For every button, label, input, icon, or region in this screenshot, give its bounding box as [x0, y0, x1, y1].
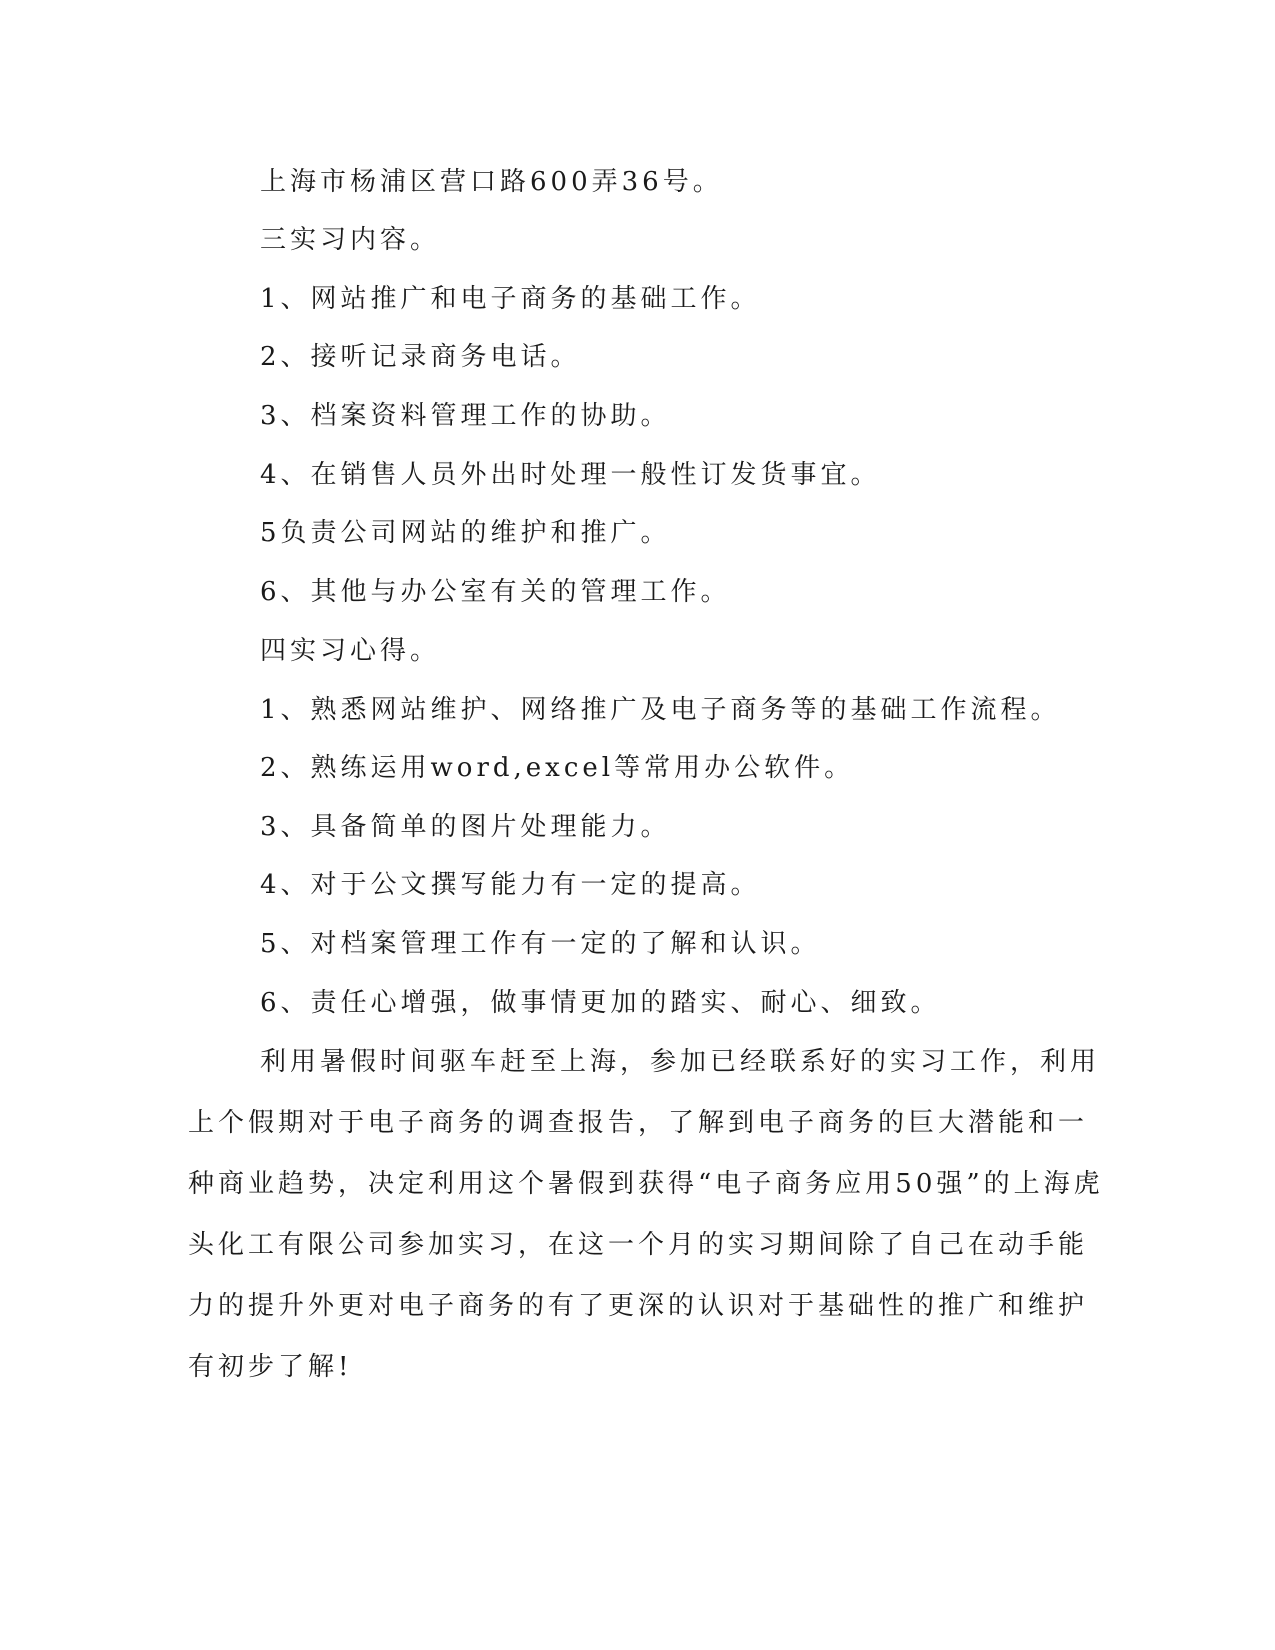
reflection-item-3: 3、具备简单的图片处理能力。	[260, 812, 671, 842]
summary-paragraph	[188, 1032, 1104, 1398]
address-line: 上海市杨浦区营口路600弄36号。	[260, 167, 723, 197]
paragraph-line: 种商业趋势，决定利用这个暑假到获得“电子商务应用50强”的上海虎	[188, 1169, 1104, 1199]
content-item-5: 5负责公司网站的维护和推广。	[260, 518, 671, 548]
content-item-3: 3、档案资料管理工作的协助。	[260, 401, 671, 431]
paragraph-line: 利用暑假时间驱车赶至上海，参加已经联系好的实习工作，利用	[260, 1047, 1101, 1077]
content-item-6: 6、其他与办公室有关的管理工作。	[260, 577, 731, 607]
paragraph-line: 有初步了解!	[188, 1352, 353, 1382]
section-heading-internship-content: 三实习内容。	[260, 225, 441, 255]
content-item-4: 4、在销售人员外出时处理一般性订发货事宜。	[260, 460, 881, 490]
reflection-item-1: 1、熟悉网站维护、网络推广及电子商务等的基础工作流程。	[260, 695, 1061, 725]
content-item-1: 1、网站推广和电子商务的基础工作。	[260, 284, 761, 314]
paragraph-line: 力的提升外更对电子商务的有了更深的认识对于基础性的推广和维护	[188, 1291, 1089, 1321]
reflection-item-4: 4、对于公文撰写能力有一定的提高。	[260, 870, 761, 900]
reflection-item-2: 2、熟练运用word,excel等常用办公软件。	[260, 753, 855, 783]
paragraph-line: 头化工有限公司参加实习，在这一个月的实习期间除了自己在动手能	[188, 1230, 1089, 1260]
section-heading-internship-reflections: 四实习心得。	[260, 636, 441, 666]
content-item-2: 2、接听记录商务电话。	[260, 342, 581, 372]
reflection-item-5: 5、对档案管理工作有一定的了解和认识。	[260, 929, 821, 959]
paragraph-line: 上个假期对于电子商务的调查报告，了解到电子商务的巨大潜能和一	[188, 1108, 1089, 1138]
reflection-item-6: 6、责任心增强，做事情更加的踏实、耐心、细致。	[260, 988, 941, 1018]
